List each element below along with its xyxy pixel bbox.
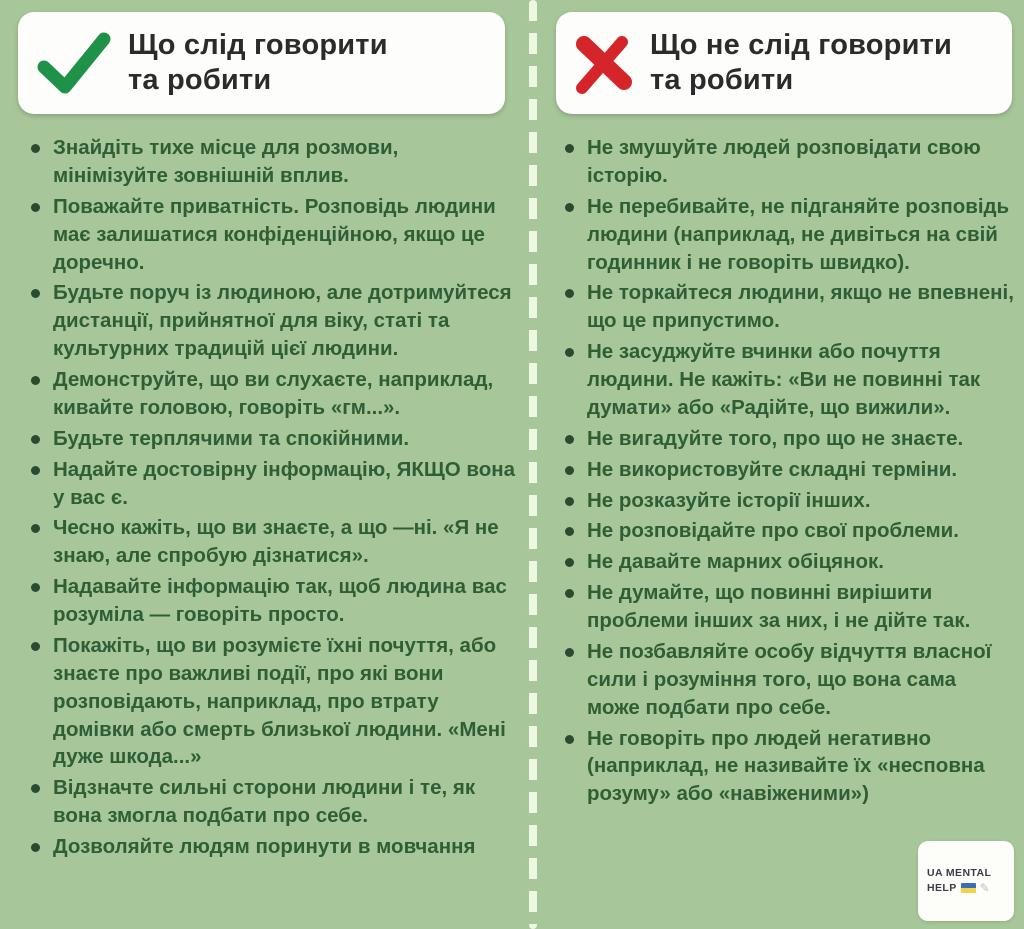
checkmark-icon (34, 31, 112, 95)
dos-list-item: Поважайте приватність. Розповідь людини має залишатися конфіденційною, якщо це доречно. (28, 193, 516, 277)
donts-header-card (556, 12, 1012, 114)
x-mark-icon (572, 30, 634, 96)
donts-list-item: Не розповідайте про свої проблеми. (562, 517, 1014, 545)
ua-mental-help-logo (918, 841, 1014, 921)
donts-title-line1: Що не слід говорити (650, 28, 953, 61)
dos-title-line1: Що слід говорити (128, 28, 388, 61)
donts-list-item: Не змушуйте людей розповідати свою історію. (562, 134, 1014, 190)
donts-title-line2: та робити (650, 64, 794, 96)
donts-list-item: Не говоріть про людей негативно (наприклад, не називайте їх «несповна розуму» або «навіженими») (562, 725, 1014, 809)
column-divider-dashed-line (529, 0, 537, 929)
logo-text-line2: HELP (927, 882, 957, 894)
donts-title (650, 28, 952, 99)
donts-list (562, 134, 1014, 811)
donts-list-item: Не засуджуйте вчинки або почуття людини. Не кажіть: «Ви не повинні так думати» або «Радійте, що вижили». (562, 338, 1014, 422)
dos-list-item: Демонструйте, що ви слухаєте, наприклад, кивайте головою, говоріть «гм...». (28, 366, 516, 422)
dos-header-card (18, 12, 505, 114)
donts-list-item: Не торкайтеся людини, якщо не впевнені, що це припустимо. (562, 279, 1014, 335)
dos-list (28, 134, 516, 864)
dos-list-item: Чесно кажіть, що ви знаєте, а що —ні. «Я не знаю, але спробую дізнатися». (28, 514, 516, 570)
dos-list-item: Будьте терплячими та спокійними. (28, 425, 516, 453)
donts-list-item: Не думайте, що повинні вирішити проблеми інших за них, і не дійте так. (562, 579, 1014, 635)
dos-list-item: Знайдіть тихе місце для розмови, мінімізуйте зовнішній вплив. (28, 134, 516, 190)
dos-list-item: Надавайте інформацію так, щоб людина вас розуміла — говоріть просто. (28, 573, 516, 629)
donts-list-item: Не вигадуйте того, про що не знаєте. (562, 425, 1014, 453)
dos-title-line2: та робити (128, 64, 272, 96)
ukraine-flag-icon (961, 883, 976, 893)
dos-list-item: Будьте поруч із людиною, але дотримуйтеся дистанції, прийнятної для віку, статі та культурних традицій цієї людини. (28, 279, 516, 363)
dos-list-item: Відзначте сильні сторони людини і те, як вона змогла подбати про себе. (28, 774, 516, 830)
dos-title (128, 28, 388, 99)
donts-list-item: Не давайте марних обіцянок. (562, 548, 1014, 576)
donts-list-item: Не розказуйте історії інших. (562, 487, 1014, 515)
donts-list-item: Не позбавляйте особу відчуття власної сили і розуміння того, що вона сама може подбати про себе. (562, 638, 1014, 722)
dos-list-item: Дозволяйте людям поринути в мовчання (28, 833, 516, 861)
donts-list-item: Не використовуйте складні терміни. (562, 456, 1014, 484)
pencil-icon: ✎ (979, 881, 990, 896)
logo-text-line1: UA MENTAL (927, 867, 992, 880)
dos-list-item: Надайте достовірну інформацію, ЯКЩО вона у вас є. (28, 456, 516, 512)
donts-list-item: Не перебивайте, не підганяйте розповідь людини (наприклад, не дивіться на свій годинник і не говоріть швидко). (562, 193, 1014, 277)
dos-list-item: Покажіть, що ви розумієте їхні почуття, або знаєте про важливі події, про які вони розповідають, наприклад, про втрату домівки або смерть близької людини. «Мені дуже шкода...» (28, 632, 516, 771)
